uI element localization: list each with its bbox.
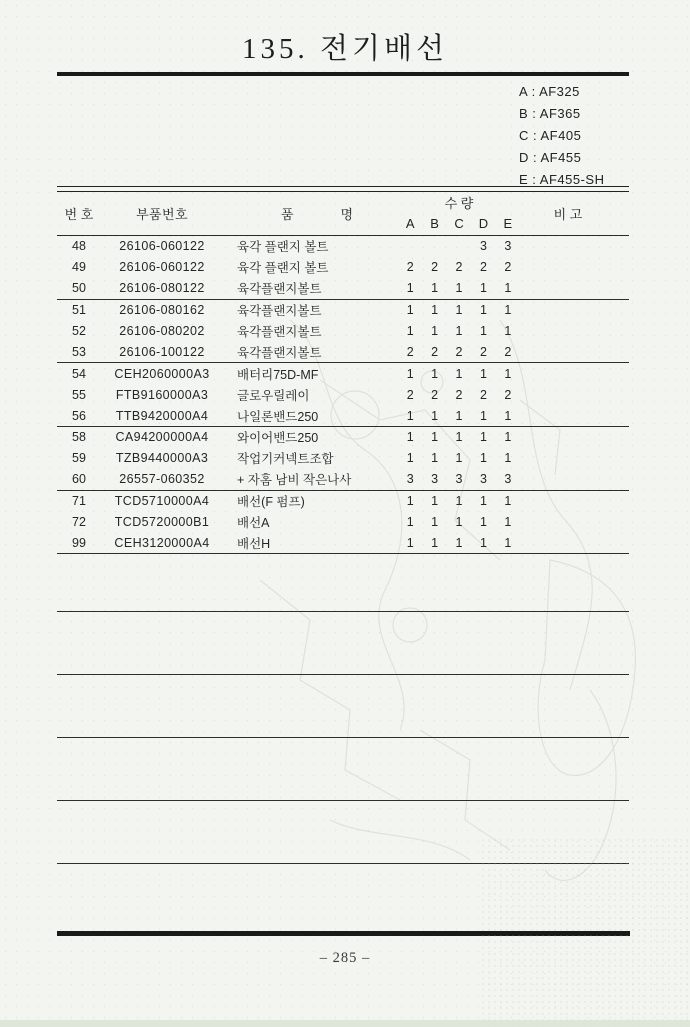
qty-e: 1 — [504, 281, 512, 296]
cell-remarks — [512, 300, 624, 321]
cell-no: 71 — [72, 494, 86, 509]
cell-no: 53 — [72, 344, 86, 359]
qty-e: 2 — [504, 344, 512, 359]
qty-c: 1 — [455, 366, 463, 381]
cell-name: 배선(F 펌프) — [237, 495, 305, 510]
qty-d: 1 — [479, 281, 487, 296]
qty-a: 2 — [406, 344, 414, 359]
header-qty-columns — [398, 214, 520, 234]
qty-a: 2 — [406, 387, 414, 402]
qty-d: 1 — [479, 303, 487, 318]
cell-remarks — [512, 236, 624, 257]
cell-no: 54 — [72, 366, 86, 381]
cell-part-no: 26106-080122 — [119, 281, 205, 296]
qty-d: 1 — [479, 366, 487, 381]
table-row — [57, 278, 629, 299]
table-row — [57, 300, 629, 321]
table-row — [57, 448, 629, 469]
qty-a: 1 — [406, 430, 414, 445]
cell-qty — [398, 427, 520, 448]
qty-a: 1 — [406, 515, 414, 530]
cell-no: 49 — [72, 260, 86, 275]
qty-a: 1 — [406, 535, 414, 550]
qty-b: 1 — [431, 366, 439, 381]
table-row — [57, 236, 629, 257]
cell-no: 55 — [72, 387, 86, 402]
cell-part-no: CA94200000A4 — [115, 430, 209, 445]
empty-separator — [57, 612, 629, 675]
qty-c: 1 — [455, 430, 463, 445]
cell-remarks — [512, 532, 624, 553]
cell-no: 60 — [72, 472, 86, 487]
qty-a: 1 — [406, 366, 414, 381]
cell-part-no: 26106-080162 — [119, 303, 205, 318]
qty-e: 2 — [504, 387, 512, 402]
legend-item: B : AF365 — [519, 106, 581, 121]
table-row — [57, 321, 629, 342]
table-row — [57, 532, 629, 553]
qty-e: 3 — [504, 239, 512, 254]
table-groups — [57, 236, 629, 554]
cell-part-no: FTB9160000A3 — [115, 387, 209, 402]
legend-item: A : AF325 — [519, 84, 580, 99]
qty-b: 1 — [431, 281, 439, 296]
qty-column-d: D — [478, 215, 489, 231]
scan-noise — [480, 837, 690, 1027]
cell-part-no: TZB9440000A3 — [115, 451, 209, 466]
qty-b: 2 — [431, 260, 439, 275]
cell-part-no: 26106-080202 — [119, 324, 205, 338]
table-row — [57, 405, 629, 426]
qty-e: 1 — [504, 324, 512, 338]
cell-remarks — [512, 491, 624, 512]
cell-qty — [398, 532, 520, 553]
cell-remarks — [512, 341, 624, 362]
row-group — [57, 491, 629, 555]
cell-part-no: TCD5720000B1 — [114, 515, 210, 530]
qty-e: 1 — [504, 494, 512, 509]
qty-c: 1 — [455, 408, 463, 423]
empty-separator — [57, 554, 629, 612]
cell-qty — [398, 363, 520, 384]
cell-remarks — [512, 469, 624, 490]
cell-remarks — [512, 321, 624, 342]
qty-b: 1 — [431, 451, 439, 466]
legend-item: C : AF405 — [519, 128, 582, 143]
cell-part-no: 26106-060122 — [119, 239, 205, 254]
qty-d: 1 — [479, 535, 487, 550]
cell-no: 72 — [72, 515, 86, 530]
header-part-no: 부품번호 — [136, 207, 188, 222]
qty-column-a: A — [405, 215, 415, 231]
qty-b: 2 — [431, 387, 439, 402]
cell-part-no: 26106-100122 — [119, 344, 205, 359]
qty-a: 1 — [406, 281, 414, 296]
qty-e: 2 — [504, 260, 512, 275]
table-row — [57, 469, 629, 490]
scan-edge-strip — [0, 1020, 690, 1027]
qty-e: 1 — [504, 430, 512, 445]
qty-c: 1 — [455, 281, 463, 296]
cell-no: 56 — [72, 408, 86, 423]
header-qty-label: 수 량 — [444, 195, 474, 211]
qty-a: 1 — [406, 303, 414, 318]
cell-no: 59 — [72, 451, 86, 466]
qty-b: 1 — [431, 430, 439, 445]
qty-c: 1 — [455, 535, 463, 550]
qty-e: 1 — [504, 515, 512, 530]
table-header — [57, 192, 629, 235]
qty-b: 1 — [431, 515, 439, 530]
qty-b: 2 — [431, 344, 439, 359]
header-name-second: 명 — [340, 207, 353, 222]
cell-name: 육각 플랜지 볼트 — [237, 261, 329, 276]
cell-name: 배선A — [237, 516, 270, 531]
page-title: 135. 전기배선 — [241, 33, 449, 65]
row-group — [57, 363, 629, 427]
table-row — [57, 512, 629, 533]
cell-part-no: 26557-060352 — [119, 472, 205, 487]
qty-b: 1 — [431, 535, 439, 550]
cell-no: 99 — [72, 535, 86, 550]
model-legend — [519, 81, 604, 191]
cell-qty — [398, 300, 520, 321]
qty-d: 2 — [479, 344, 487, 359]
qty-d: 1 — [479, 324, 487, 338]
qty-e: 1 — [504, 408, 512, 423]
cell-name: 나일론밴드250 — [237, 409, 319, 424]
cell-no: 58 — [72, 430, 86, 445]
qty-c: 1 — [455, 515, 463, 530]
cell-name: 육각플랜지볼트 — [237, 304, 322, 319]
qty-d: 3 — [479, 472, 487, 487]
cell-qty — [398, 257, 520, 278]
table-row — [57, 363, 629, 384]
qty-column-c: C — [454, 215, 464, 231]
cell-remarks — [512, 512, 624, 533]
cell-remarks — [512, 384, 624, 405]
cell-name: 육각플랜지볼트 — [237, 282, 322, 297]
cell-remarks — [512, 405, 624, 426]
cell-qty — [398, 278, 520, 299]
qty-d: 1 — [479, 451, 487, 466]
cell-name: 작업기커넥트조합 — [237, 452, 334, 467]
qty-e: 1 — [504, 451, 512, 466]
qty-e: 1 — [504, 535, 512, 550]
qty-a: 1 — [406, 324, 414, 338]
cell-qty — [398, 236, 520, 257]
cell-qty — [398, 491, 520, 512]
qty-d: 3 — [479, 239, 487, 254]
qty-b: 1 — [431, 494, 439, 509]
table-row — [57, 257, 629, 278]
qty-a: 1 — [406, 451, 414, 466]
qty-c: 1 — [455, 494, 463, 509]
qty-column-e: E — [503, 215, 513, 231]
qty-b: 1 — [431, 303, 439, 318]
legend-item: E : AF455-SH — [519, 172, 605, 187]
qty-a: 3 — [406, 472, 414, 487]
qty-d: 2 — [479, 387, 487, 402]
table-row — [57, 491, 629, 512]
qty-e: 1 — [504, 303, 512, 318]
qty-c: 3 — [455, 472, 463, 487]
header-name — [231, 192, 397, 235]
cell-qty — [398, 341, 520, 362]
qty-c: 2 — [455, 260, 463, 275]
header-remarks: 비 고 — [553, 207, 583, 222]
cell-qty — [398, 321, 520, 342]
title-rule — [57, 72, 629, 76]
header-qty — [398, 192, 520, 235]
qty-c: 1 — [455, 451, 463, 466]
cell-part-no: CEH2060000A3 — [114, 366, 210, 381]
cell-qty — [398, 469, 520, 490]
parts-table — [57, 186, 629, 864]
cell-qty — [398, 512, 520, 533]
empty-separator — [57, 738, 629, 801]
row-group — [57, 300, 629, 364]
qty-e: 3 — [504, 472, 512, 487]
cell-part-no: TTB9420000A4 — [115, 408, 209, 423]
cell-name: 배선H — [237, 536, 271, 551]
cell-part-no: 26106-060122 — [119, 260, 205, 275]
cell-name: + 자홈 남비 작은나사 — [237, 473, 352, 488]
qty-a: 2 — [406, 260, 414, 275]
header-name-first: 품 — [281, 207, 294, 222]
qty-c: 1 — [455, 324, 463, 338]
qty-column-b: B — [430, 215, 439, 231]
qty-c: 2 — [455, 387, 463, 402]
qty-a: 1 — [406, 408, 414, 423]
cell-part-no: TCD5710000A4 — [114, 494, 210, 509]
cell-no: 50 — [72, 281, 86, 296]
qty-a: 1 — [406, 494, 414, 509]
cell-remarks — [512, 278, 624, 299]
table-row — [57, 341, 629, 362]
empty-rows — [57, 554, 629, 864]
empty-separator — [57, 675, 629, 738]
cell-remarks — [512, 448, 624, 469]
cell-remarks — [512, 363, 624, 384]
qty-d: 1 — [479, 430, 487, 445]
qty-e: 1 — [504, 366, 512, 381]
qty-d: 1 — [479, 494, 487, 509]
cell-no: 48 — [72, 239, 86, 254]
qty-d: 2 — [479, 260, 487, 275]
cell-name: 육각플랜지볼트 — [237, 325, 322, 339]
cell-no: 51 — [72, 303, 86, 318]
qty-b: 1 — [431, 324, 439, 338]
cell-no: 52 — [72, 324, 86, 338]
table-row — [57, 427, 629, 448]
legend-item: D : AF455 — [519, 150, 582, 165]
qty-c: 2 — [455, 344, 463, 359]
qty-d: 1 — [479, 515, 487, 530]
page-number: – 285 – — [319, 950, 371, 966]
cell-remarks — [512, 427, 624, 448]
cell-qty — [398, 405, 520, 426]
qty-c: 1 — [455, 303, 463, 318]
cell-name: 글로우릴레이 — [237, 388, 310, 403]
header-no: 번 호 — [64, 207, 94, 222]
qty-d: 1 — [479, 408, 487, 423]
cell-remarks — [512, 257, 624, 278]
row-group — [57, 427, 629, 491]
qty-b: 1 — [431, 408, 439, 423]
cell-name: 배터리75D-MF — [237, 367, 319, 382]
cell-name: 육각플랜지볼트 — [237, 345, 322, 360]
row-group — [57, 236, 629, 300]
qty-b: 3 — [431, 472, 439, 487]
cell-name: 와이어밴드250 — [237, 431, 319, 446]
table-row — [57, 384, 629, 405]
cell-qty — [398, 448, 520, 469]
cell-name: 육각 플랜지 볼트 — [237, 240, 329, 255]
cell-qty — [398, 384, 520, 405]
cell-part-no: CEH3120000A4 — [114, 535, 210, 550]
